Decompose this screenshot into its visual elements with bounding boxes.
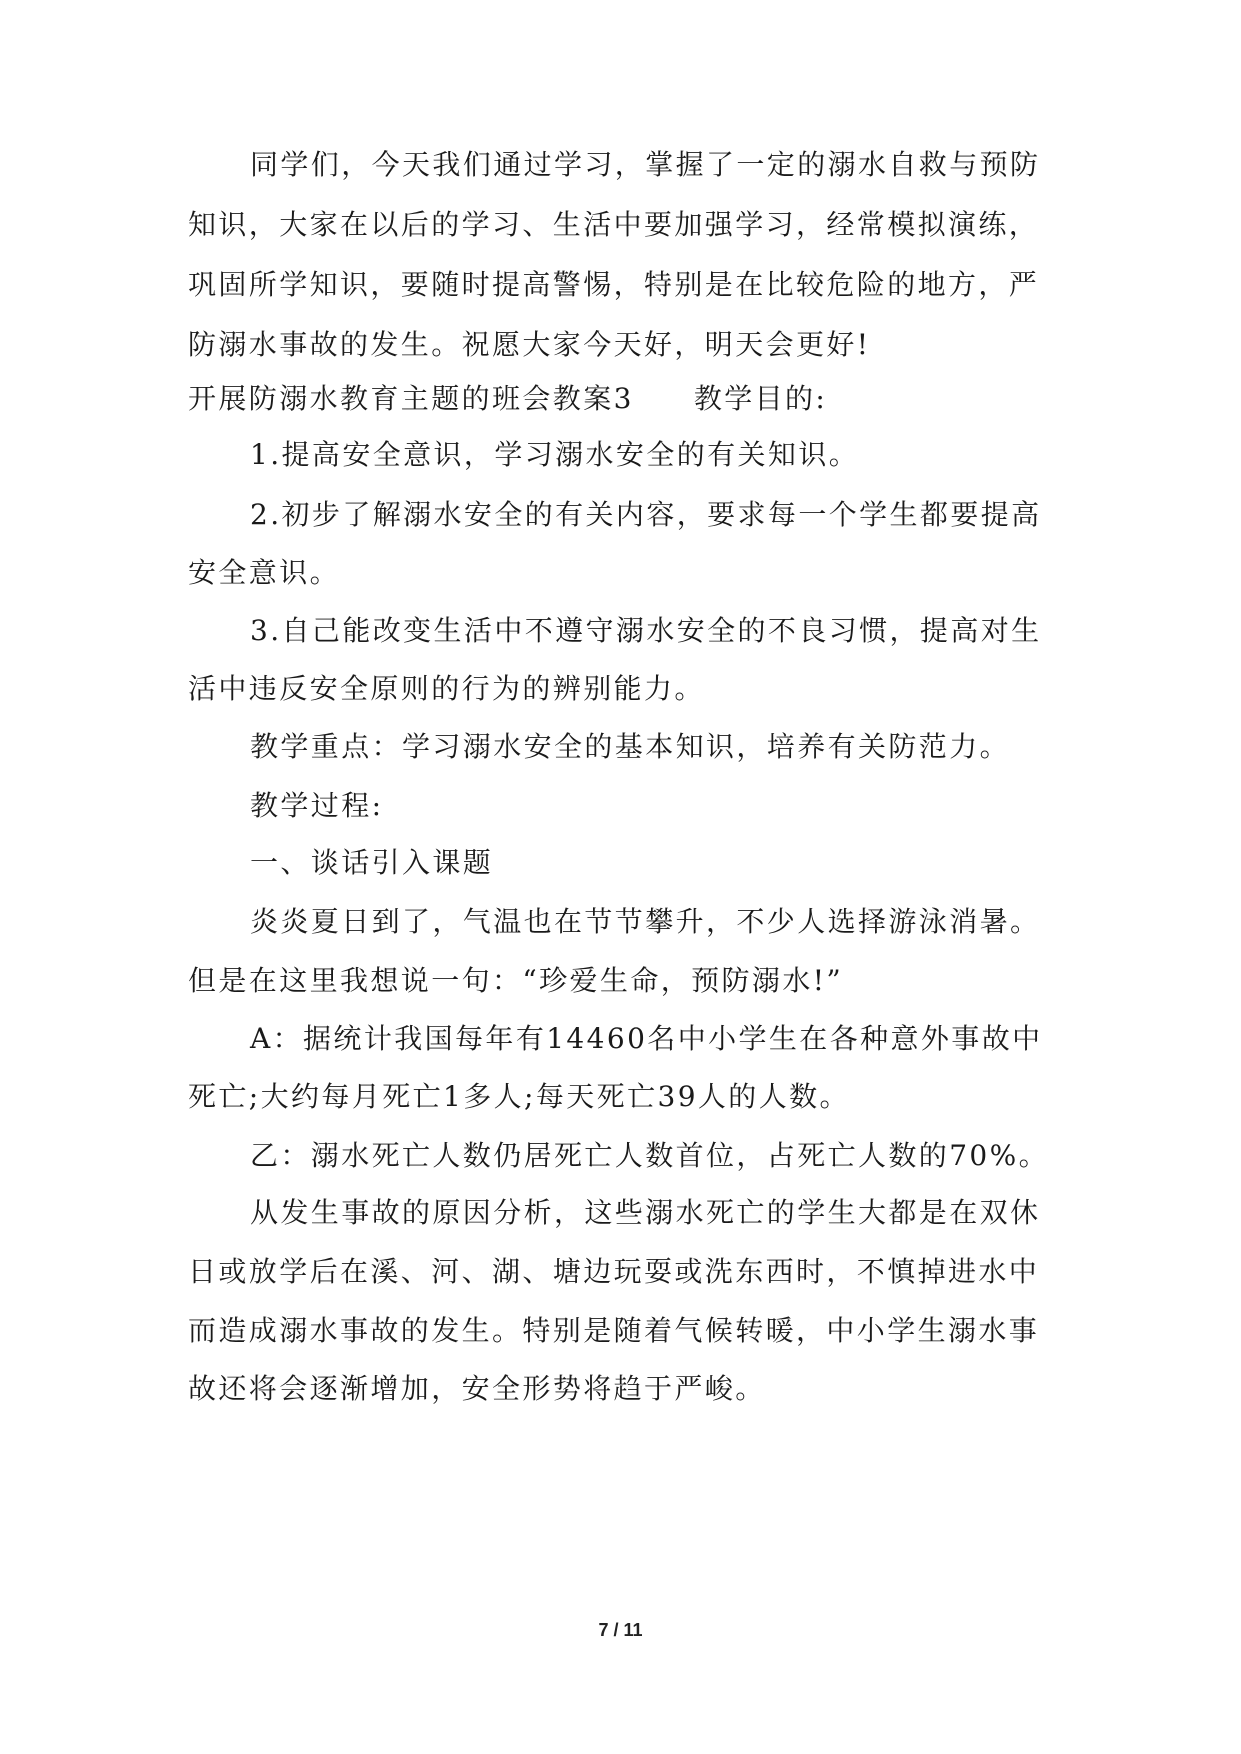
paragraph-line: 日或放学后在溪、河、湖、塘边玩耍或洗东西时，不慎掉进水中 <box>188 1255 1040 1288</box>
paragraph-line: 教学重点：学习溺水安全的基本知识，培养有关防范力。 <box>250 730 1011 763</box>
list-item: 3.自己能改变生活中不遵守溺水安全的不良习惯，提高对生 <box>250 614 1042 647</box>
paragraph-line: A：据统计我国每年有14460名中小学生在各种意外事故中 <box>250 1022 1043 1055</box>
list-item: 1.提高安全意识，学习溺水安全的有关知识。 <box>250 438 860 471</box>
paragraph-line: 一、谈话引入课题 <box>250 846 494 879</box>
section-subtitle: 教学目的: <box>693 382 828 415</box>
paragraph-line: 安全意识。 <box>188 556 341 589</box>
paragraph-line: 知识，大家在以后的学习、生活中要加强学习，经常模拟演练， <box>188 208 1040 241</box>
section-heading <box>188 382 827 416</box>
paragraph-line: 巩固所学知识，要随时提高警惕，特别是在比较危险的地方，严 <box>188 268 1040 301</box>
paragraph-line: 活中违反安全原则的行为的辨别能力。 <box>188 672 705 705</box>
paragraph-line: 但是在这里我想说一句：“珍爱生命，预防溺水!” <box>188 964 844 997</box>
list-item: 2.初步了解溺水安全的有关内容，要求每一个学生都要提高 <box>250 498 1042 531</box>
page-number: 7 / 11 <box>598 1620 643 1640</box>
paragraph-line: 从发生事故的原因分析，这些溺水死亡的学生大都是在双休 <box>250 1196 1041 1229</box>
section-title: 开展防溺水教育主题的班会教案3 <box>188 382 634 415</box>
paragraph-line: 防溺水事故的发生。祝愿大家今天好，明天会更好! <box>188 328 871 361</box>
paragraph-line: 乙：溺水死亡人数仍居死亡人数首位，占死亡人数的70%。 <box>250 1139 1050 1172</box>
paragraph-line: 而造成溺水事故的发生。特别是随着气候转暖，中小学生溺水事 <box>188 1314 1040 1347</box>
paragraph-line: 教学过程: <box>250 789 384 822</box>
paragraph-line: 炎炎夏日到了，气温也在节节攀升，不少人选择游泳消暑。 <box>250 905 1041 938</box>
paragraph-line: 故还将会逐渐增加，安全形势将趋于严峻。 <box>188 1372 766 1405</box>
paragraph-line: 同学们，今天我们通过学习，掌握了一定的溺水自救与预防 <box>250 148 1041 181</box>
paragraph-line: 死亡;大约每月死亡1多人;每天死亡39人的人数。 <box>188 1080 850 1113</box>
